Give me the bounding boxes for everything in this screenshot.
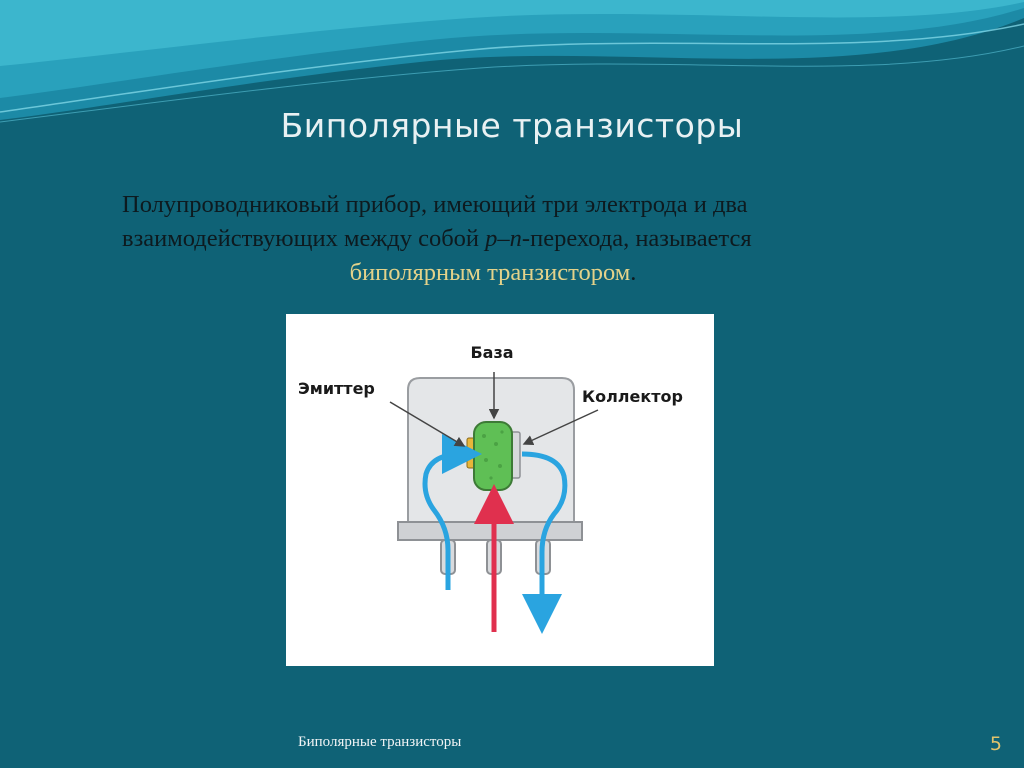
transistor-figure	[286, 314, 714, 666]
p-symbol: p	[485, 225, 498, 252]
footer-text: Биполярные транзисторы	[298, 734, 462, 750]
page-number: 5	[989, 733, 1002, 755]
slide-title: Биполярные транзисторы	[280, 106, 744, 145]
n-symbol: n	[509, 225, 522, 252]
definition-line-1: Полупроводниковый прибор, имеющий три электрода и два	[122, 191, 748, 218]
definition-paragraph	[122, 188, 904, 290]
definition-line-2-end: -перехода, называется	[521, 225, 752, 252]
definition-line-2	[122, 222, 904, 256]
base-layer	[474, 422, 512, 490]
transistor-diagram	[286, 314, 714, 666]
base-label: База	[470, 343, 514, 362]
highlighted-term: биполярным транзистором	[349, 259, 631, 286]
transistor-base-plate	[398, 522, 582, 540]
definition-line-3	[122, 256, 904, 290]
emitter-label: Эмиттер	[298, 379, 375, 398]
definition-line-2-start: взаимодействующих между собой	[122, 225, 486, 252]
collector-label: Коллектор	[582, 387, 683, 406]
period: .	[630, 259, 637, 286]
dash: –	[497, 225, 510, 252]
